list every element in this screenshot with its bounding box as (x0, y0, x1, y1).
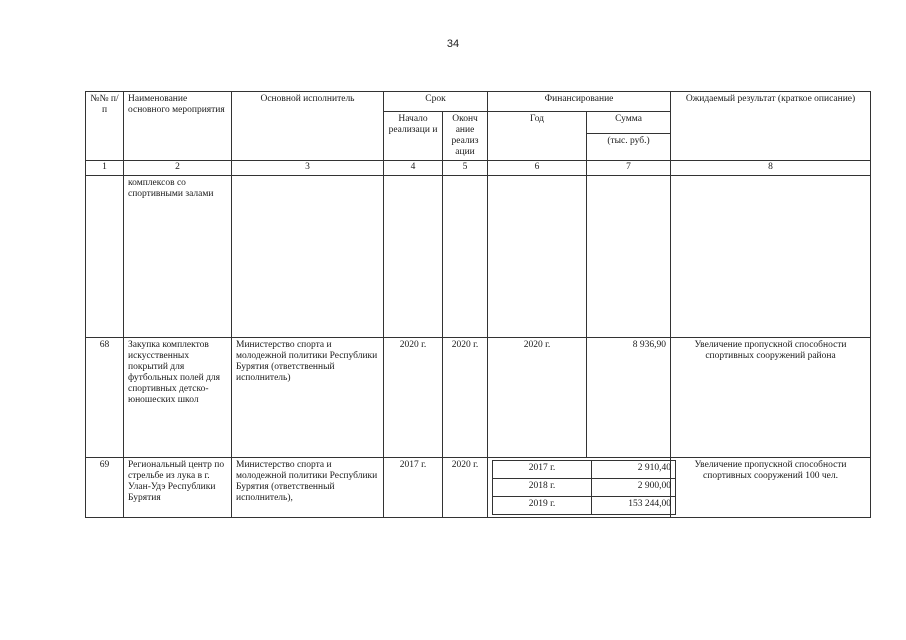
financing-sum: 153 244,00 (592, 497, 676, 515)
row-start: 2020 г. (384, 338, 443, 458)
column-number: 3 (232, 161, 384, 176)
header-term: Срок (384, 92, 488, 112)
header-sum: Сумма (587, 112, 671, 134)
financing-row (493, 497, 676, 515)
header-financing: Финансирование (488, 92, 671, 112)
column-number: 4 (384, 161, 443, 176)
header-year: Год (488, 112, 587, 161)
table-row (86, 458, 871, 518)
financing-year: 2017 г. (493, 461, 592, 479)
header-end: Оконч ание реализ ации (443, 112, 488, 161)
row-name: Закупка комплектов искусственных покрытий для футбольных полей для спортивных детско-юношеских школ (124, 338, 232, 458)
financing-sum: 2 910,40 (592, 461, 676, 479)
row-year (488, 176, 587, 338)
row-num: 69 (86, 458, 124, 518)
financing-table (492, 460, 676, 515)
row-executor (232, 176, 384, 338)
row-end: 2020 г. (443, 458, 488, 518)
row-result: Увеличение пропускной способности спортивных сооружений района (671, 338, 871, 458)
row-sum: 8 936,90 (587, 338, 671, 458)
financing-sum: 2 900,00 (592, 479, 676, 497)
row-end (443, 176, 488, 338)
row-result: Увеличение пропускной способности спортивных сооружений 100 чел. (671, 458, 871, 518)
financing-row (493, 479, 676, 497)
row-num (86, 176, 124, 338)
table-row (86, 176, 871, 338)
row-executor: Министерство спорта и молодежной политики Республики Бурятия (ответственный исполнитель) (232, 338, 384, 458)
page-number: 34 (446, 38, 460, 50)
header-sum-unit: (тыс. руб.) (587, 134, 671, 161)
row-num: 68 (86, 338, 124, 458)
column-number: 2 (124, 161, 232, 176)
financing-row (493, 461, 676, 479)
events-table (85, 91, 871, 518)
financing-year: 2018 г. (493, 479, 592, 497)
row-start: 2017 г. (384, 458, 443, 518)
row-sum (587, 176, 671, 338)
header-name: Наименование основного мероприятия (124, 92, 232, 161)
header-start: Начало реализаци и (384, 112, 443, 161)
row-result (671, 176, 871, 338)
column-number: 8 (671, 161, 871, 176)
financing-cell (488, 458, 671, 518)
column-number: 5 (443, 161, 488, 176)
financing-year: 2019 г. (493, 497, 592, 515)
row-year: 2020 г. (488, 338, 587, 458)
row-end: 2020 г. (443, 338, 488, 458)
column-number-row (86, 161, 871, 176)
header-num: №№ п/п (86, 92, 124, 161)
row-start (384, 176, 443, 338)
row-name: Региональный центр по стрельбе из лука в г. Улан-Удэ Республики Бурятия (124, 458, 232, 518)
column-number: 7 (587, 161, 671, 176)
header-executor: Основной исполнитель (232, 92, 384, 161)
column-number: 6 (488, 161, 587, 176)
column-number: 1 (86, 161, 124, 176)
header-result: Ожидаемый результат (краткое описание) (671, 92, 871, 161)
table-row (86, 338, 871, 458)
row-executor: Министерство спорта и молодежной политики Республики Бурятия (ответственный исполнитель), (232, 458, 384, 518)
row-name: комплексов со спортивными залами (124, 176, 232, 338)
